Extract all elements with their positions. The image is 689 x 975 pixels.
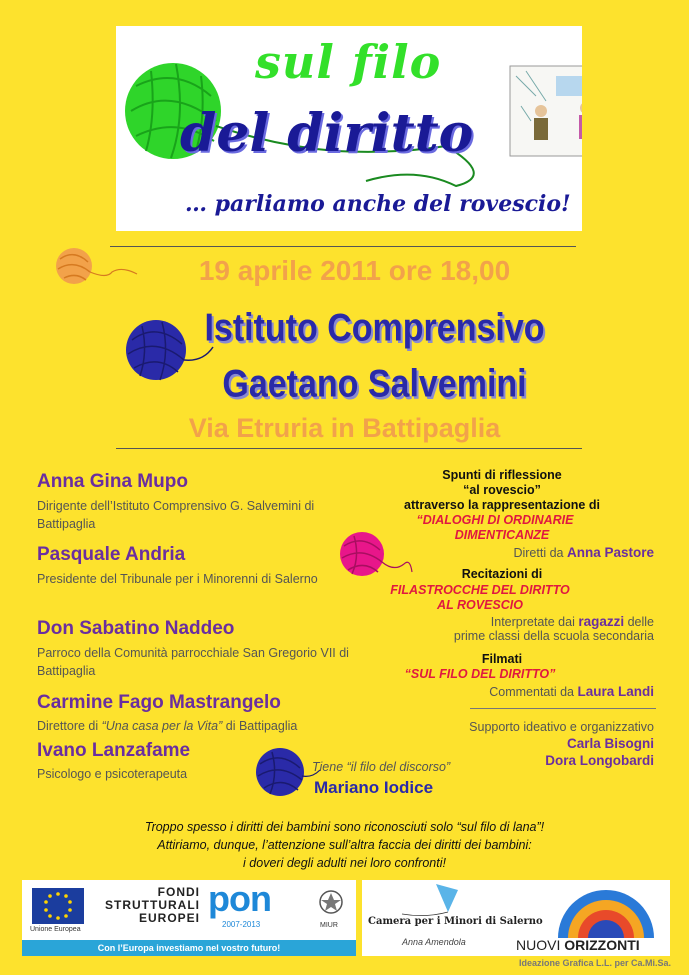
program-credit: Diretti da Anna Pastore [513, 545, 654, 560]
divider [110, 246, 576, 247]
program-credit: Interpretate dai ragazzi delle [490, 614, 654, 629]
program-title: FILASTROCCHE DEL DIRITTO [390, 583, 570, 597]
program-heading: Filmati [481, 652, 523, 666]
eu-flag-icon [32, 888, 84, 924]
title-subtitle: … parliamo anche del rovescio! [185, 191, 571, 217]
speaker-role: Psicologo e psicoterapeuta [37, 767, 188, 781]
speaker-name: Ivano Lanzafame [37, 740, 191, 761]
italian-emblem-icon [318, 888, 344, 918]
moderator-name: Mariano Iodice [314, 778, 434, 797]
moderator-label: Tiene “il filo del discorso” [312, 760, 451, 774]
miur-label: MIUR [320, 922, 338, 929]
speaker-role: Dirigente dell’Istituto Comprensivo G. Salvemini di Battipaglia [37, 499, 315, 531]
graphic-credit: Ideazione Grafica L.L. per Ca.Mi.Sa. [518, 958, 671, 968]
pon-logo: pon [208, 878, 271, 919]
child-drawing-image [510, 66, 582, 156]
nuovi-orizzonti-logo: NUOVI ORIZZONTI [516, 937, 640, 953]
support-label: Supporto ideativo e organizzativo [469, 720, 654, 734]
event-address: Via Etruria in Battipaglia [188, 413, 501, 443]
divider [116, 448, 582, 449]
support-name: Carla Bisogni [566, 736, 654, 751]
speaker-role: Parroco della Comunità parrocchiale San Gregorio VII di Battipaglia [37, 646, 349, 678]
speaker-role: Presidente del Tribunale per i Minorenni di Salerno [37, 572, 318, 586]
camera-minori-logo: Camera per i Minori di Salerno [368, 916, 543, 927]
eu-label: Unione Europea [30, 926, 81, 933]
pon-years: 2007-2013 [222, 920, 261, 929]
program-credit: prime classi della scuola secondaria [453, 629, 654, 643]
venue-line2: Gaetano Salvemini [222, 362, 527, 406]
program-heading: Recitazioni di [461, 567, 543, 581]
sponsor-logos-panel [22, 880, 356, 956]
speaker-name: Don Sabatino Naddeo [37, 618, 235, 639]
support-name: Dora Longobardi [545, 753, 654, 768]
program-credit: Commentati da Laura Landi [489, 684, 654, 699]
speaker-name: Carmine Fago Mastrangelo [37, 692, 281, 713]
camera-signature: Anna Amendola [402, 937, 466, 947]
eu-slogan: Con l’Europa investiamo nel vostro futuro! [22, 940, 356, 956]
program-title: AL ROVESCIO [437, 598, 523, 612]
speaker-name: Pasquale Andria [37, 544, 186, 565]
partner-logos-panel [362, 880, 670, 956]
program-heading: attraverso la rappresentazione di [404, 498, 600, 512]
nuovi-orizzonti-rings-icon [558, 882, 654, 938]
kite-icon [396, 882, 486, 918]
program-heading: “al rovescio” [463, 483, 541, 497]
speaker-name: Anna Gina Mupo [37, 471, 188, 492]
divider [470, 708, 656, 709]
program-title: DIMENTICANZE [454, 528, 550, 542]
program-heading: Spunti di riflessione [442, 468, 562, 482]
venue-line1: Istituto Comprensivo [204, 306, 545, 350]
speaker-role: Direttore di “Una casa per la Vita” di Battipaglia [37, 719, 298, 733]
closing-message: Troppo spesso i diritti dei bambini sono riconosciuti solo “sul filo di lana”! Attiriamo, dunque, l’attenzione sull’altra faccia dei diritti dei bambini: i doveri degli adulti nei loro confronti! [144, 820, 545, 870]
title-line1: sul filo [255, 35, 442, 89]
program-title: “SUL FILO DEL DIRITTO” [404, 667, 556, 681]
event-date: 19 aprile 2011 ore 18,00 [198, 255, 511, 286]
fondi-logo: FONDI STRUTTURALI EUROPEI [105, 885, 200, 925]
program-title: “DIALOGHI DI ORDINARIE [416, 513, 574, 527]
title-line2: del diritto [180, 103, 474, 164]
